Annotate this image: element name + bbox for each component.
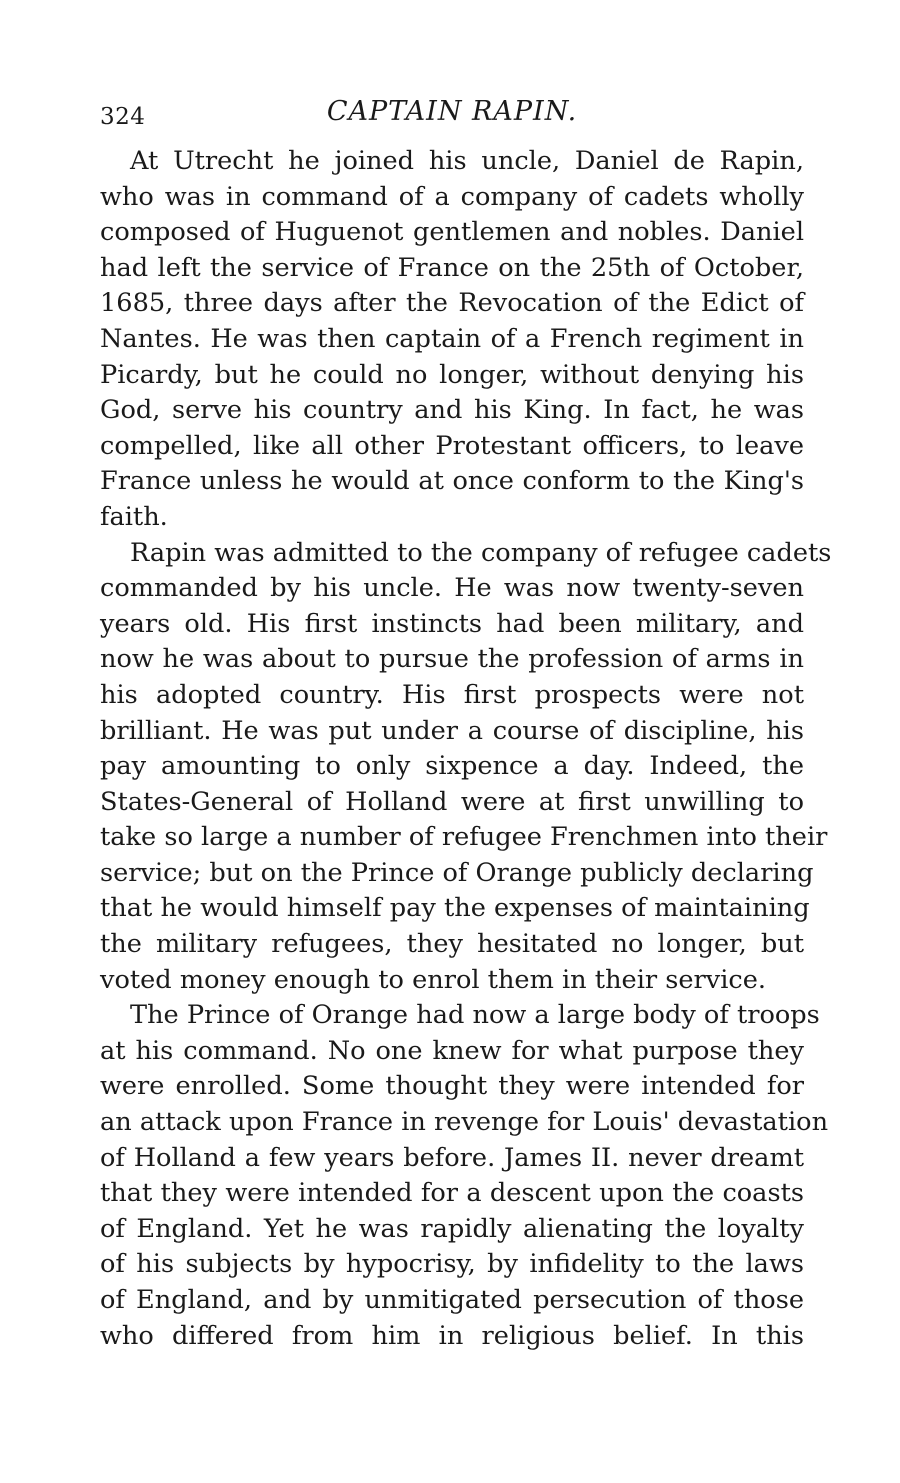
running-head xyxy=(100,96,804,144)
text-line: who was in command of a company of cadets wholly xyxy=(100,181,804,212)
text-line: now he was about to pursue the profession of arms in xyxy=(100,644,804,675)
page-number: 324 xyxy=(100,104,146,130)
paragraph-2 xyxy=(100,536,832,999)
text-line: composed of Huguenot gentlemen and nobles. Daniel xyxy=(100,217,804,248)
text-line: The Prince of Orange had now a large body of troops xyxy=(130,1000,820,1031)
text-line: that he would himself pay the expenses of maintaining xyxy=(100,893,810,924)
text-line: compelled, like all other Protestant officers, to leave xyxy=(100,430,804,461)
text-line: brilliant. He was put under a course of discipline, his xyxy=(100,715,804,746)
text-line: France unless he would at once conform to the King's xyxy=(100,466,804,497)
text-line: years old. His first instincts had been military, and xyxy=(100,608,804,639)
text-line: take so large a number of refugee Frenchmen into their xyxy=(100,822,828,853)
body-text xyxy=(100,144,832,1354)
text-line: Nantes. He was then captain of a French regiment in xyxy=(100,323,804,354)
text-line: his adopted country. His first prospects were not xyxy=(100,679,804,710)
text-line: pay amounting to only sixpence a day. Indeed, the xyxy=(100,751,804,782)
text-line: At Utrecht he joined his uncle, Daniel de Rapin, xyxy=(130,146,804,176)
text-line: States-General of Holland were at first unwilling to xyxy=(100,786,804,817)
text-line: the military refugees, they hesitated no longer, but xyxy=(100,929,804,960)
text-line: had left the service of France on the 25th of October, xyxy=(100,252,804,283)
text-line: Rapin was admitted to the company of refugee cadets xyxy=(130,537,832,568)
text-line: service; but on the Prince of Orange publicly declaring xyxy=(100,857,814,888)
text-line: were enrolled. Some thought they were intended for xyxy=(100,1071,804,1102)
text-line: 1685, three days after the Revocation of the Edict of xyxy=(100,288,804,319)
text-line: that they were intended for a descent upon the coasts xyxy=(100,1178,804,1209)
text-line: of his subjects by hypocrisy, by infidelity to the laws xyxy=(100,1249,804,1280)
text-line: Picardy, but he could no longer, without denying his xyxy=(100,359,804,390)
running-title: CAPTAIN RAPIN. xyxy=(326,96,578,127)
text-line: commanded by his uncle. He was now twenty-seven xyxy=(100,573,804,604)
paragraph-3 xyxy=(100,998,829,1354)
text-line: an attack upon France in revenge for Louis' devastation xyxy=(100,1107,829,1138)
text-line: faith. xyxy=(100,501,168,532)
text-line: at his command. No one knew for what purpose they xyxy=(100,1035,804,1066)
paragraph-1 xyxy=(100,144,804,536)
text-line: of Holland a few years before. James II. never dreamt xyxy=(100,1142,804,1173)
text-line: God, serve his country and his King. In fact, he was xyxy=(100,395,804,426)
text-line: who differed from him in religious belief. In this xyxy=(100,1320,804,1351)
text-line: voted money enough to enrol them in their service. xyxy=(100,964,767,995)
text-line: of England. Yet he was rapidly alienating the loyalty xyxy=(100,1213,804,1244)
book-page xyxy=(100,96,832,1354)
text-line: of England, and by unmitigated persecution of those xyxy=(100,1285,804,1315)
